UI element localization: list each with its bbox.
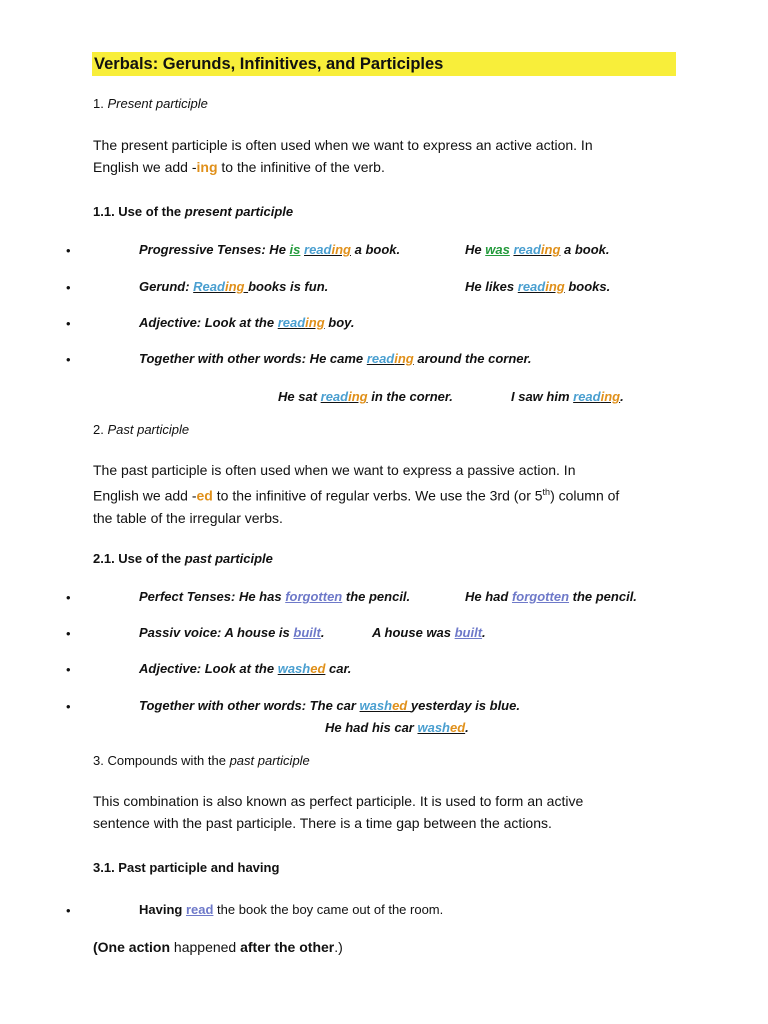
- bullet-icon: [66, 903, 71, 918]
- example-together-past: Together with other words: The car washed yesterday is blue.: [139, 698, 520, 713]
- example-having: Having read the book the boy came out of the room.: [139, 902, 444, 917]
- section-2-paragraph: The past participle is often used when we want to express a passive action. In English we add -ed to the infinitive of regular verbs. We use the 3rd (or 5th) column of the table of the irregular verbs.: [93, 462, 620, 526]
- example-had-car: He had his car washed.: [325, 720, 469, 735]
- example-progressive-2: He was reading a book.: [465, 242, 610, 257]
- bullet-icon: [66, 662, 71, 677]
- link-was[interactable]: was: [485, 242, 510, 257]
- example-saw: I saw him reading.: [511, 389, 624, 404]
- subsection-3-1-heading: 3.1. Past participle and having: [93, 860, 280, 875]
- section-1-paragraph: [93, 134, 593, 178]
- section-3-paragraph: This combination is also known as perfect participle. It is used to form an active sentence with the past participle. There is a time gap between the actions.: [93, 793, 584, 831]
- suffix-ed: ed: [196, 487, 213, 504]
- document-title: Verbals: Gerunds, Infinitives, and Participles: [92, 52, 676, 76]
- bullet-icon: [66, 316, 71, 331]
- section-3-heading: 3. Compounds with the past participle: [93, 753, 310, 768]
- note-one-action: (One action happened after the other.): [93, 939, 343, 955]
- example-sat: He sat reading in the corner.: [278, 389, 453, 404]
- section-2-heading: 2. Past participle: [93, 422, 190, 437]
- suffix-ing: ing: [196, 159, 218, 175]
- example-gerund: Gerund: Reading books is fun.: [139, 279, 329, 294]
- paragraph-line: The present participle is often used when we want to express an active action. In: [93, 137, 593, 153]
- example-progressive: Progressive Tenses: He is reading a book.: [139, 242, 401, 257]
- link-is[interactable]: is: [289, 242, 301, 257]
- example-passive-2: A house was built.: [372, 625, 486, 640]
- example-perfect-2: He had forgotten the pencil.: [465, 589, 637, 604]
- section-1-heading: [93, 96, 208, 111]
- example-adjective: Adjective: Look at the reading boy.: [139, 315, 355, 330]
- example-adjective-past: Adjective: Look at the washed car.: [139, 661, 352, 676]
- bullet-icon: [66, 280, 71, 295]
- example-passive: Passiv voice: A house is built.: [139, 625, 325, 640]
- bullet-icon: [66, 590, 71, 605]
- example-together: Together with other words: He came reading around the corner.: [139, 351, 532, 366]
- example-gerund-2: He likes reading books.: [465, 279, 611, 294]
- bullet-icon: [66, 626, 71, 641]
- section-number: 1.: [93, 96, 108, 111]
- subsection-1-1-heading: 1.1. Use of the present participle: [93, 204, 294, 219]
- example-perfect: Perfect Tenses: He has forgotten the pencil.: [139, 589, 411, 604]
- subsection-2-1-heading: 2.1. Use of the past participle: [93, 551, 273, 566]
- section-label: Present participle: [107, 96, 208, 111]
- bullet-icon: [66, 699, 71, 714]
- paragraph-line: English we add -ing to the infinitive of the verb.: [93, 159, 385, 175]
- bullet-icon: [66, 243, 71, 258]
- bullet-icon: [66, 352, 71, 367]
